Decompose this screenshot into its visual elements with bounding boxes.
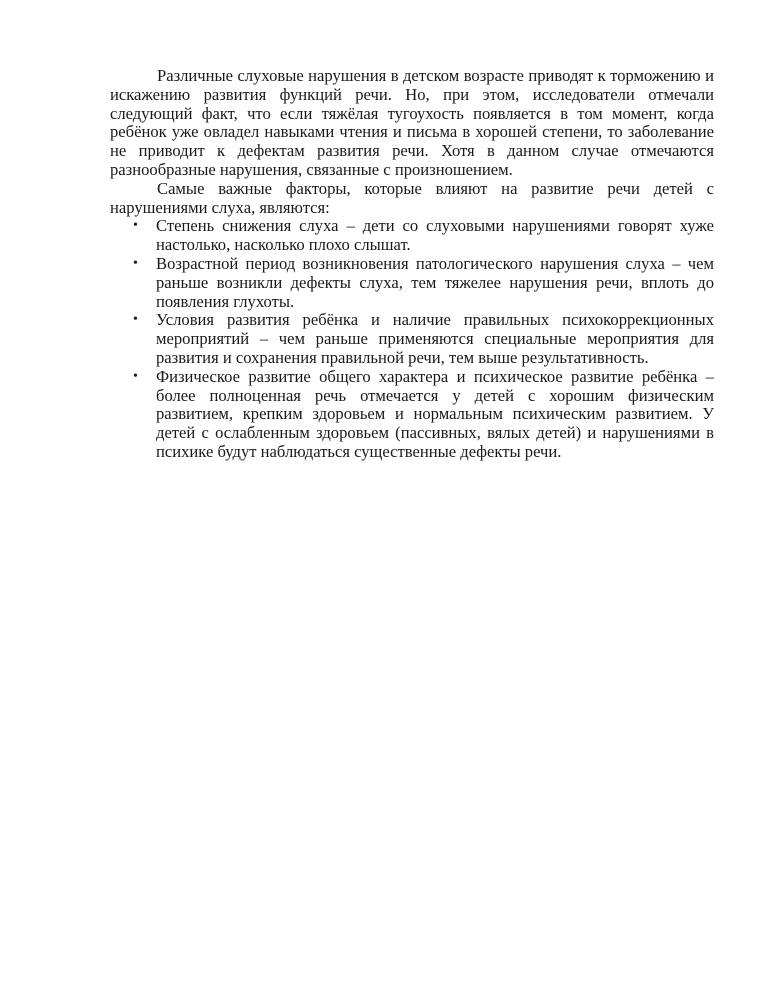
paragraph-factors-intro: Самые важные факторы, которые влияют на развитие речи детей с нарушениями слуха, являются:: [110, 178, 714, 217]
bullet-icon: •: [133, 368, 138, 384]
list-item: [110, 311, 714, 367]
bullet-icon: •: [133, 255, 138, 271]
paragraph-hearing-impairments: Различные слуховые нарушения в детском возрасте приводят к торможению и искажению развития функций речи. Но, при этом, исследователи отмечали следующий факт, что если тяжёлая тугоухость появляется в том момент, когда ребёнок уже овладел навыками чтения и письма в хорошей степени, то заболевание не приводит к дефектам развития речи. Хотя в данном случае отмечаются разнообразные нарушения, связанные с произношением.: [110, 66, 714, 179]
document-page: [110, 67, 714, 462]
list-item-text: Условия развития ребёнка и наличие правильных психокоррекционных мероприятий – чем раньше применяются специальные мероприятия для развития и сохранения правильной речи, тем выше результативность.: [156, 310, 714, 367]
list-item-text: Степень снижения слуха – дети со слуховыми нарушениями говорят хуже настолько, насколько плохо слышат.: [156, 216, 714, 255]
list-item-text: Физическое развитие общего характера и психическое развитие ребёнка – более полноценная речь отмечается у детей с хорошим физическим развитием, крепким здоровьем и нормальным психическим развитием. У детей с ослабленным здоровьем (пассивных, вялых детей) и нарушениями в психике будут наблюдаться существенные дефекты речи.: [156, 366, 714, 461]
list-item: [110, 255, 714, 311]
bullet-icon: •: [133, 218, 138, 234]
factors-list: [110, 217, 714, 461]
list-item-text: Возрастной период возникновения патологического нарушения слуха – чем раньше возникли дефекты слуха, тем тяжелее нарушения речи, вплоть до появления глухоты.: [156, 253, 714, 311]
list-item: [110, 368, 714, 462]
bullet-icon: •: [133, 312, 138, 328]
list-item: [110, 217, 714, 255]
